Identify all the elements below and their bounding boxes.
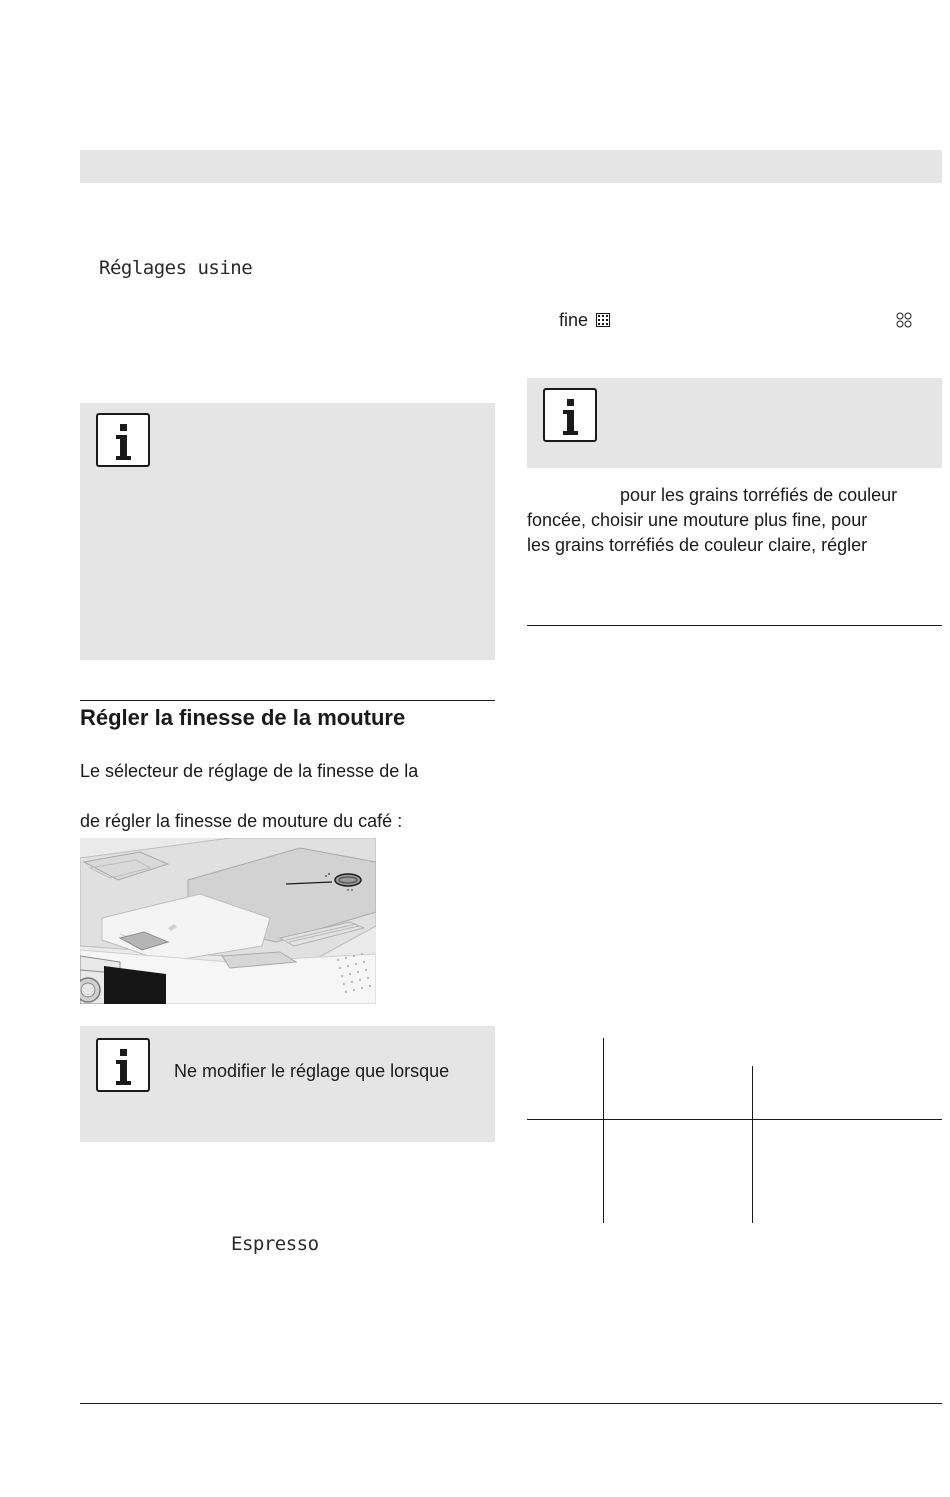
- coarse-grind-icon: [896, 312, 912, 333]
- footer-rule: [80, 1403, 942, 1404]
- tip-line-2: foncée, choisir une mouture plus fine, pour: [527, 510, 868, 530]
- info-icon: [543, 388, 597, 442]
- info-box-right: [527, 378, 942, 468]
- table-header-rule: [527, 1119, 942, 1120]
- section-line-2: de régler la finesse de mouture du café :: [80, 811, 403, 831]
- fine-grind-icon: [596, 309, 610, 334]
- section-title: Régler la finesse de la mouture: [80, 705, 406, 730]
- fine-grind-row: [559, 308, 610, 334]
- header-band: [80, 150, 942, 183]
- table-col-divider-1: [603, 1038, 604, 1223]
- info-box-large: [80, 403, 495, 660]
- info-note-text: Ne modifier le réglage que lorsque: [174, 1061, 450, 1081]
- espresso-label: Espresso: [231, 1233, 319, 1255]
- info-icon: [96, 1038, 150, 1092]
- section-rule: [80, 700, 495, 701]
- table-col-divider-2: [752, 1066, 753, 1223]
- fine-label: fine: [559, 310, 589, 330]
- factory-settings-label: Réglages usine: [99, 257, 253, 279]
- info-box-small: [80, 1026, 495, 1142]
- machine-illustration: [80, 838, 376, 1004]
- section-rule-right: [527, 625, 942, 626]
- section-line-1: Le sélecteur de réglage de la finesse de la: [80, 761, 419, 781]
- tip-line-3: les grains torréfiés de couleur claire, régler: [527, 535, 868, 555]
- tip-line-1: pour les grains torréfiés de couleur: [620, 485, 898, 505]
- info-icon: [96, 413, 150, 467]
